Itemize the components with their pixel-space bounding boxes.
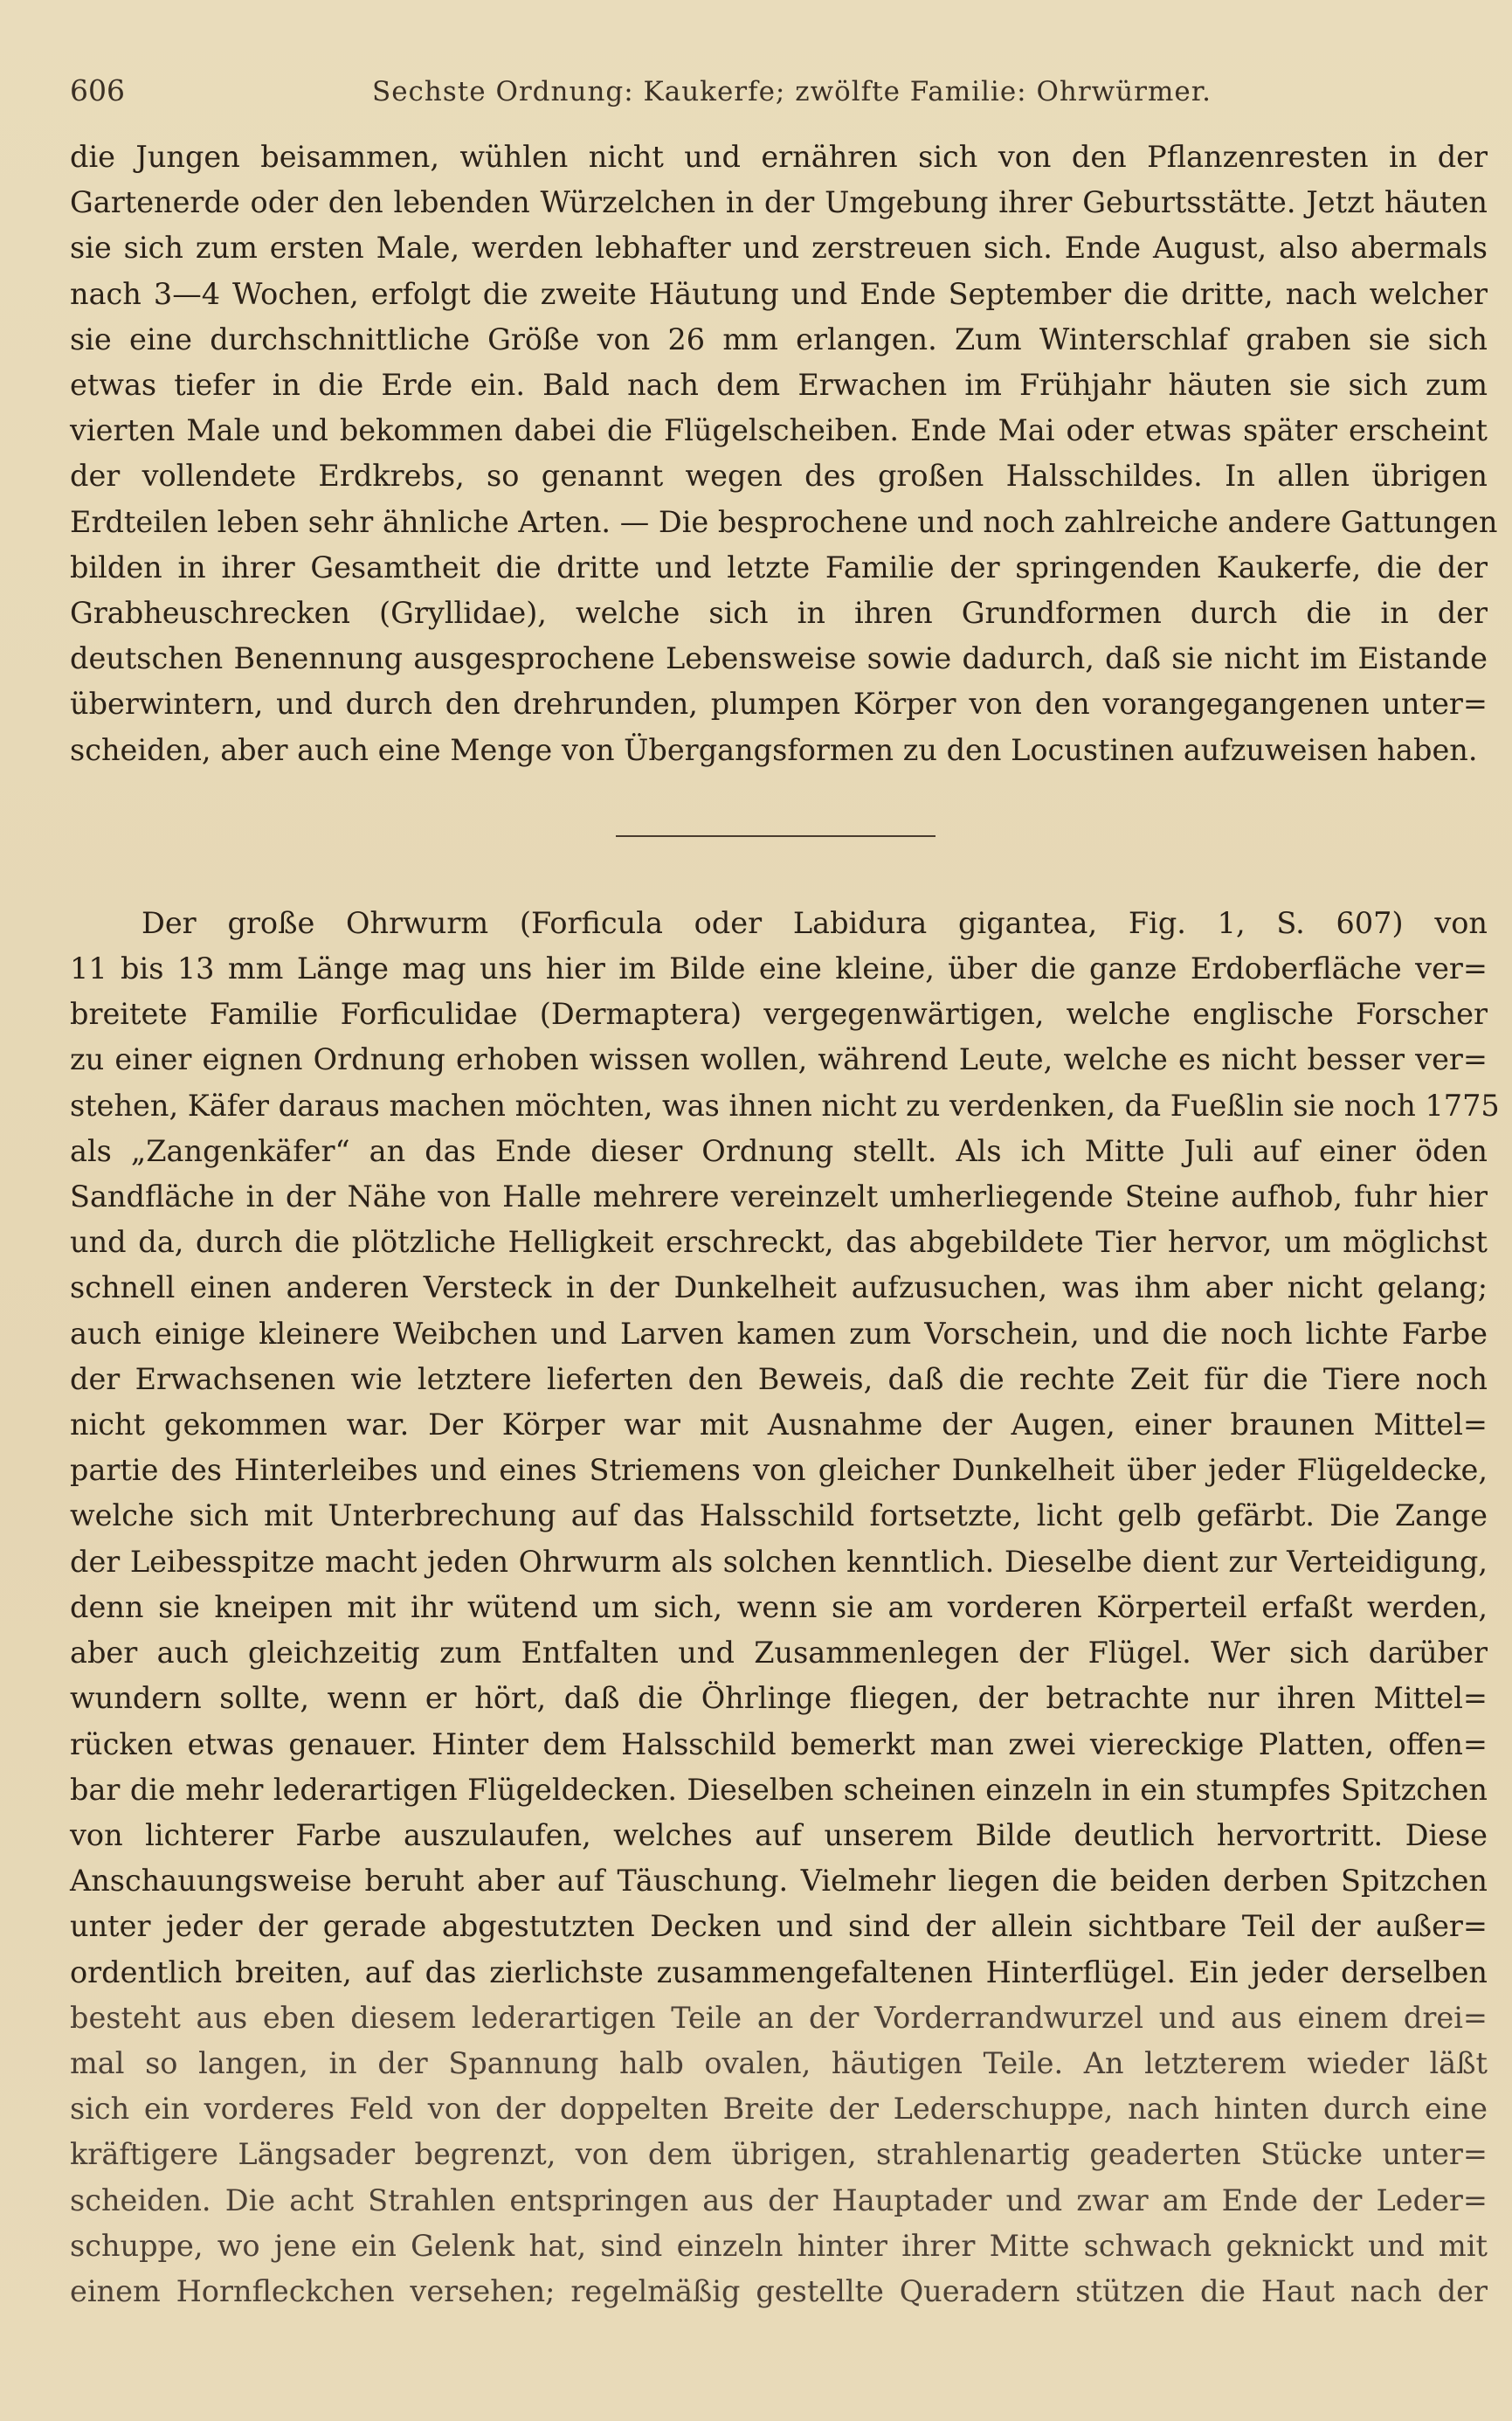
text-line: Anschauungsweise beruht aber auf Täuschung. Vielmehr liegen die beiden derben Spitzchen (70, 1864, 1488, 1899)
text-line: sie sich zum ersten Male, werden lebhafter und zerstreuen sich. Ende August, also abermals (70, 231, 1488, 266)
text-line: nach 3—4 Wochen, erfolgt die zweite Häutung und Ende September die dritte, nach welcher (70, 276, 1488, 311)
text-line: wundern sollte, wenn er hört, daß die Öhrlinge fliegen, der betrachte nur ihren Mittel= (70, 1681, 1488, 1716)
text-line: Der große Ohrwurm (Forficula oder Labidura gigantea, Fig. 1, S. 607) von (142, 905, 1488, 940)
text-line: der Leibesspitze macht jeden Ohrwurm als solchen kenntlich. Dieselbe dient zur Verteidigung, (70, 1544, 1488, 1579)
text-line: sie eine durchschnittliche Größe von 26 mm erlangen. Zum Winterschlaf graben sie sich (70, 322, 1488, 356)
text-line: scheiden. Die acht Strahlen entspringen aus der Hauptader und zwar am Ende der Leder= (70, 2182, 1488, 2217)
text-line: der Erwachsenen wie letztere lieferten den Beweis, daß die rechte Zeit für die Tiere noch (70, 1361, 1488, 1396)
text-line: der vollendete Erdkrebs, so genannt wegen des großen Halsschildes. In allen übrigen (70, 459, 1488, 494)
text-line: breitete Familie Forficulidae (Dermaptera) vergegenwärtigen, welche englische Forscher (70, 997, 1488, 1032)
text-line: schuppe, wo jene ein Gelenk hat, sind einzeln hinter ihrer Mitte schwach geknickt und mit (70, 2228, 1488, 2263)
text-line: auch einige kleinere Weibchen und Larven kamen zum Vorschein, und die noch lichte Farbe (70, 1316, 1488, 1351)
text-line: die Jungen beisammen, wühlen nicht und ernähren sich von den Pflanzenresten in der (70, 140, 1488, 174)
text-line: ordentlich breiten, auf das zierlichste zusammengefaltenen Hinterflügel. Ein jeder derselben (70, 1954, 1488, 1989)
text-line: denn sie kneipen mit ihr wütend um sich, wenn sie am vorderen Körperteil erfaßt werden, (70, 1589, 1488, 1624)
running-head: Sechste Ordnung: Kaukerfe; zwölfte Familie: Ohrwürmer. (371, 76, 1212, 107)
text-line: rücken etwas genauer. Hinter dem Halsschild bemerkt man zwei viereckige Platten, offen= (70, 1726, 1488, 1761)
text-line: überwintern, und durch den drehrunden, plumpen Körper von den vorangegangenen unter= (70, 687, 1488, 722)
text-line: Grabheuschrecken (Gryllidae), welche sich in ihren Grundformen durch die in der (70, 596, 1488, 631)
text-line: mal so langen, in der Spannung halb ovalen, häutigen Teile. An letzterem wieder läßt (70, 2045, 1488, 2080)
text-line: deutschen Benennung ausgesprochene Lebensweise sowie dadurch, daß sie nicht im Eistande (70, 641, 1488, 676)
text-line: scheiden, aber auch eine Menge von Übergangsformen zu den Locustinen aufzuweisen haben. (70, 732, 1478, 767)
text-line: bar die mehr lederartigen Flügeldecken. Dieselben scheinen einzeln in ein stumpfes Spitzchen (70, 1772, 1488, 1807)
text-line: besteht aus eben diesem lederartigen Teile an der Vorderrandwurzel und aus einem drei= (70, 2000, 1488, 2035)
text-line: als „Zangenkäfer“ an das Ende dieser Ordnung stellt. Als ich Mitte Juli auf einer öden (70, 1133, 1488, 1168)
text-line: einem Hornfleckchen versehen; regelmäßig gestellte Queradern stützen die Haut nach der (70, 2273, 1488, 2308)
text-line: aber auch gleichzeitig zum Entfalten und Zusammenlegen der Flügel. Wer sich darüber (70, 1636, 1488, 1670)
text-line: zu einer eignen Ordnung erhoben wissen wollen, während Leute, welche es nicht besser ver= (70, 1042, 1488, 1077)
text-section-crickets (70, 135, 1498, 773)
text-line: etwas tiefer in die Erde ein. Bald nach dem Erwachen im Frühjahr häuten sie sich zum (70, 368, 1488, 403)
page-number: 606 (70, 73, 125, 107)
text-line: bilden in ihrer Gesamtheit die dritte und letzte Familie der springenden Kaukerfe, die der (70, 550, 1488, 584)
section-divider (616, 835, 936, 837)
page-header (70, 73, 1488, 119)
text-line: Gartenerde oder den lebenden Würzelchen in der Umgebung ihrer Geburtsstätte. Jetzt häuten (70, 185, 1488, 220)
text-line: Erdteilen leben sehr ähnliche Arten. — Die besprochene und noch zahlreiche andere Gattungen (70, 504, 1498, 539)
text-line: sich ein vorderes Feld von der doppelten Breite der Lederschuppe, nach hinten durch eine (70, 2092, 1488, 2127)
text-line: und da, durch die plötzliche Helligkeit erschreckt, das abgebildete Tier hervor, um möglichst (70, 1225, 1488, 1260)
text-line: Sandfläche in der Nähe von Halle mehrere vereinzelt umherliegende Steine aufhob, fuhr hier (70, 1179, 1488, 1214)
text-line: nicht gekommen war. Der Körper war mit Ausnahme der Augen, einer braunen Mittel= (70, 1408, 1488, 1442)
text-line: kräftigere Längsader begrenzt, von dem übrigen, strahlenartig geaderten Stücke unter= (70, 2137, 1488, 2172)
text-line: welche sich mit Unterbrechung auf das Halsschild fortsetzte, licht gelb gefärbt. Die Zange (70, 1498, 1488, 1533)
text-line: von lichterer Farbe auszulaufen, welches auf unserem Bilde deutlich hervortritt. Diese (70, 1817, 1488, 1852)
text-line: 11 bis 13 mm Länge mag uns hier im Bilde eine kleine, über die ganze Erdoberfläche ver= (70, 951, 1488, 986)
text-line: stehen, Käfer daraus machen möchten, was ihnen nicht zu verdenken, da Fueßlin sie noch 1775 (70, 1088, 1500, 1123)
text-line: partie des Hinterleibes und eines Striemens von gleicher Dunkelheit über jeder Flügeldecke, (70, 1453, 1488, 1488)
text-line: unter jeder der gerade abgestutzten Decken und sind der allein sichtbare Teil der außer= (70, 1909, 1488, 1944)
text-line: vierten Male und bekommen dabei die Flügelscheiben. Ende Mai oder etwas später erscheint (70, 413, 1488, 448)
text-line: schnell einen anderen Versteck in der Dunkelheit aufzusuchen, was ihm aber nicht gelang; (70, 1270, 1488, 1305)
text-section-earwig (70, 901, 1500, 2314)
